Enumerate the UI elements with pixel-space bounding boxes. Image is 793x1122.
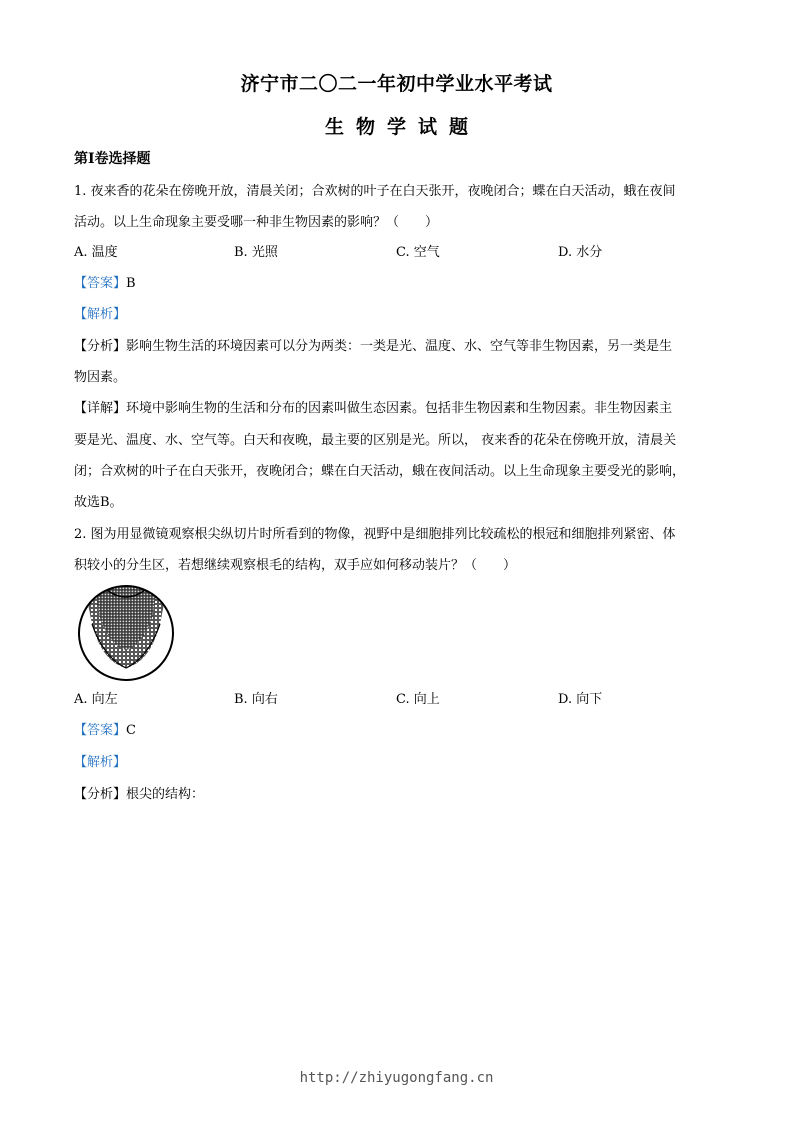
answer-value: B xyxy=(126,276,136,291)
q1-xiangjie-line1: 【详解】环境中影响生物的生活和分布的因素叫做生态因素。包括非生物因素和生物因素。非生物因素主 xyxy=(74,401,673,416)
q1-fenxi-line2: 物因素。 xyxy=(74,370,127,385)
q2-option-c: C. 向上 xyxy=(396,692,440,707)
q1-analysis-tag: 【解析】 xyxy=(74,307,127,322)
q1-answer xyxy=(74,275,724,293)
q1-option-b: B. 光照 xyxy=(234,245,278,260)
q2-fenxi-line1: 【分析】根尖的结构： xyxy=(74,787,205,802)
fenxi-tag: 【分析】 xyxy=(74,787,127,802)
answer-tag: 【答案】 xyxy=(74,276,127,291)
q1-fenxi-line1: 【分析】影响生物生活的环境因素可以分为两类：一类是光、温度、水、空气等非生物因素，另一类是生 xyxy=(74,339,673,354)
q2-option-a: A. 向左 xyxy=(74,692,118,707)
q2-analysis-tag: 【解析】 xyxy=(74,755,127,770)
answer-value: C xyxy=(126,723,136,738)
q2-stem-line1: 2. 图为用显微镜观察根尖纵切片时所看到的物像，视野中是细胞排列比较疏松的根冠和细胞排列紧密、体 xyxy=(74,527,676,542)
page-subtitle: 生物学试题 xyxy=(324,116,480,138)
q1-xiangjie-line4: 故选B。 xyxy=(74,495,123,510)
page-title: 济宁市二〇二一年初中学业水平考试 xyxy=(240,73,553,95)
q1-stem-line1: 1. 夜来香的花朵在傍晚开放，清晨关闭；合欢树的叶子在白天张开，夜晚闭合；蝶在白天活动，蛾在夜间 xyxy=(74,184,676,199)
q1-option-c: C. 空气 xyxy=(396,245,440,260)
answer-tag: 【答案】 xyxy=(74,723,127,738)
root-tip-micrograph xyxy=(74,584,178,682)
q2-option-b: B. 向右 xyxy=(234,692,278,707)
q1-xiangjie-line3: 闭；合欢树的叶子在白天张开，夜晚闭合；蝶在白天活动，蛾在夜间活动。以上生命现象主要受光的影响， xyxy=(74,464,686,479)
q1-option-d: D. 水分 xyxy=(558,245,603,260)
q2-answer xyxy=(74,722,724,740)
q1-option-a: A. 温度 xyxy=(74,245,118,260)
q2-option-d: D. 向下 xyxy=(558,692,603,707)
q1-xiangjie-line2: 要是光、温度、水、空气等。白天和夜晚，最主要的区别是光。所以， 夜来香的花朵在傍晚开放，清晨关 xyxy=(74,433,677,448)
footer-url: http://zhiyugongfang.cn xyxy=(299,1070,494,1086)
section-heading: 第Ⅰ卷选择题 xyxy=(74,151,151,167)
q2-stem-line2: 积较小的分生区，若想继续观察根毛的结构，双手应如何移动装片？（ ） xyxy=(74,558,517,573)
xiangjie-tag: 【详解】 xyxy=(74,401,127,416)
q1-stem-line2: 活动。以上生命现象主要受哪一种非生物因素的影响？（ ） xyxy=(74,215,439,230)
fenxi-tag: 【分析】 xyxy=(74,339,127,354)
